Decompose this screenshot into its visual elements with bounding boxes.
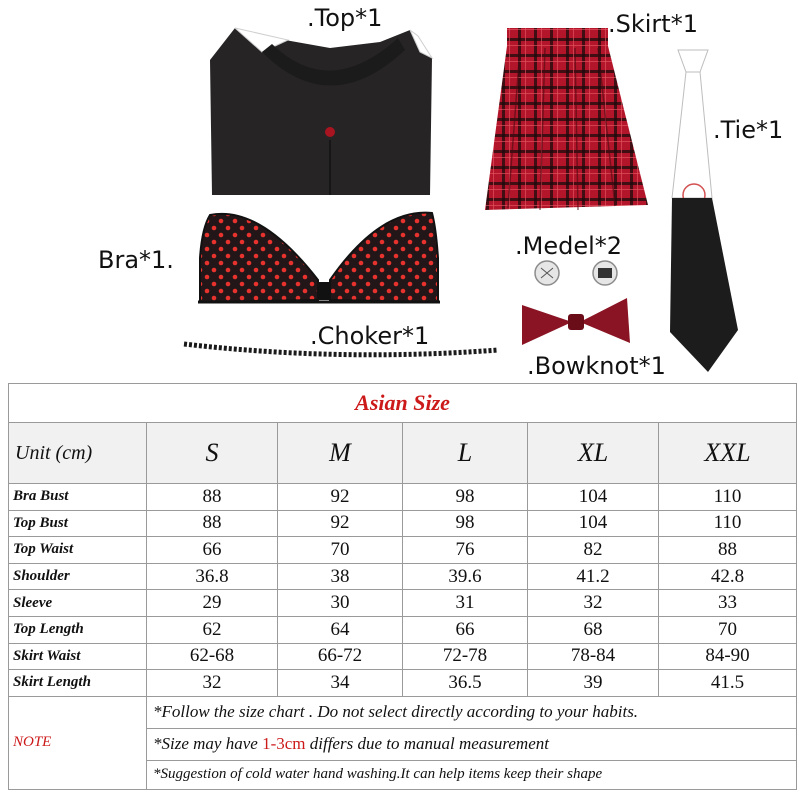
table-cell: 82 <box>528 537 659 564</box>
note-measurement <box>147 728 797 760</box>
table-cell: 39.6 <box>403 563 528 590</box>
table-row <box>9 537 797 564</box>
table-cell: 36.5 <box>403 670 528 697</box>
product-photo <box>0 0 800 380</box>
tie-label: .Tie*1 <box>713 116 784 144</box>
table-cell: 30 <box>278 590 403 617</box>
table-cell: 92 <box>278 484 403 511</box>
note-measurement-range: 1-3cm <box>262 734 306 754</box>
size-header-cell: L <box>403 423 528 484</box>
table-cell: 36.8 <box>147 563 278 590</box>
row-label: Top Waist <box>9 537 147 564</box>
table-cell: 88 <box>147 510 278 537</box>
table-cell: 41.2 <box>528 563 659 590</box>
row-label: Skirt Length <box>9 670 147 697</box>
note-measurement-prefix: *Size may have <box>153 734 258 754</box>
size-header-cell: S <box>147 423 278 484</box>
table-cell: 110 <box>659 484 797 511</box>
table-cell: 62 <box>147 616 278 643</box>
table-cell: 41.5 <box>659 670 797 697</box>
table-row <box>9 670 797 697</box>
table-cell: 70 <box>659 616 797 643</box>
table-cell: 32 <box>528 590 659 617</box>
skirt-label: .Skirt*1 <box>608 10 698 38</box>
note-label: NOTE <box>9 696 147 789</box>
table-title: Asian Size <box>9 384 797 423</box>
table-cell: 104 <box>528 484 659 511</box>
table-row <box>9 563 797 590</box>
table-cell: 38 <box>278 563 403 590</box>
table-cell: 32 <box>147 670 278 697</box>
table-cell: 66 <box>147 537 278 564</box>
table-cell: 84-90 <box>659 643 797 670</box>
row-label: Skirt Waist <box>9 643 147 670</box>
table-cell: 34 <box>278 670 403 697</box>
table-cell: 76 <box>403 537 528 564</box>
choker-label: .Choker*1 <box>310 322 430 350</box>
table-cell: 98 <box>403 510 528 537</box>
table-cell: 70 <box>278 537 403 564</box>
table-cell: 98 <box>403 484 528 511</box>
table-cell: 68 <box>528 616 659 643</box>
table-cell: 72-78 <box>403 643 528 670</box>
note-follow-chart: *Follow the size chart . Do not select directly according to your habits. <box>147 696 797 728</box>
table-row <box>9 510 797 537</box>
table-cell: 104 <box>528 510 659 537</box>
table-row <box>9 590 797 617</box>
table-cell: 78-84 <box>528 643 659 670</box>
medals <box>535 261 617 285</box>
table-cell: 33 <box>659 590 797 617</box>
size-header-cell: M <box>278 423 403 484</box>
row-label: Top Length <box>9 616 147 643</box>
table-cell: 29 <box>147 590 278 617</box>
row-label: Bra Bust <box>9 484 147 511</box>
table-row <box>9 484 797 511</box>
skirt <box>485 28 648 210</box>
bra <box>198 213 440 302</box>
size-header-cell: XL <box>528 423 659 484</box>
row-label: Shoulder <box>9 563 147 590</box>
row-label: Top Bust <box>9 510 147 537</box>
top-label: .Top*1 <box>307 4 383 32</box>
table-cell: 31 <box>403 590 528 617</box>
table-cell: 66 <box>403 616 528 643</box>
table-row <box>9 643 797 670</box>
note-washing: *Suggestion of cold water hand washing.It can help items keep their shape <box>147 760 797 789</box>
table-cell: 39 <box>528 670 659 697</box>
size-table <box>8 383 797 790</box>
table-cell: 62-68 <box>147 643 278 670</box>
table-cell: 66-72 <box>278 643 403 670</box>
medel-label: .Medel*2 <box>515 232 623 260</box>
table-cell: 92 <box>278 510 403 537</box>
bowknot-label: .Bowknot*1 <box>527 352 666 380</box>
tie <box>670 50 738 372</box>
table-row <box>9 616 797 643</box>
size-header-cell: XXL <box>659 423 797 484</box>
table-cell: 42.8 <box>659 563 797 590</box>
size-header-row <box>9 423 797 484</box>
note-measurement-suffix: differs due to manual measurement <box>309 734 549 754</box>
table-cell: 88 <box>659 537 797 564</box>
bra-label: Bra*1. <box>98 246 174 274</box>
note-row <box>9 696 797 728</box>
table-cell: 64 <box>278 616 403 643</box>
row-label: Sleeve <box>9 590 147 617</box>
unit-label: Unit (cm) <box>9 423 147 484</box>
bowknot <box>522 298 630 345</box>
table-cell: 110 <box>659 510 797 537</box>
top-garment <box>210 28 432 195</box>
table-cell: 88 <box>147 484 278 511</box>
